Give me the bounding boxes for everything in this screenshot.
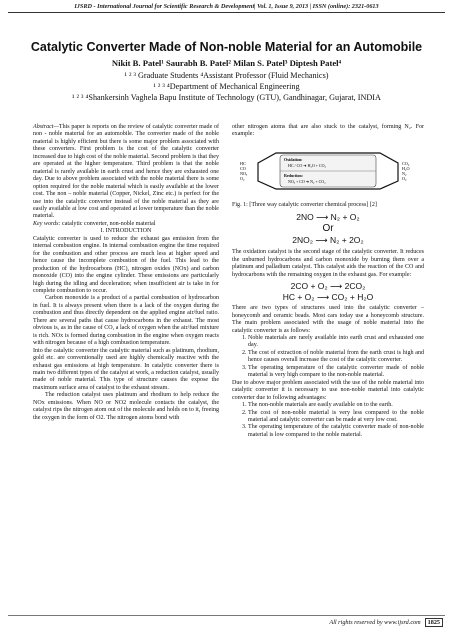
outlet-gas-1: CO₂	[402, 160, 410, 166]
abstract	[33, 124, 219, 221]
page-number: 1825	[425, 618, 443, 627]
right-paragraph-3: Due to above major problem associated with the use of the noble material into catalytic converter it is necessary to use non-noble material into catalytic converter due to following advantages:	[232, 379, 424, 401]
abstract-label: Abstract—	[33, 124, 59, 130]
equation-or: Or	[322, 223, 334, 235]
reduction-equation: NOₓ + CO ➜ N₂ + CO₂	[288, 178, 326, 184]
intro-paragraph-3: Into the catalytic converter the catalytic material such as platinum, rhodium, gold etc. are conventionally used are highly chemically reactive with the exhaust gas emissions at high temperature. In catalytic converter there is main two different types of the catalyst at work, a reduction catalyst, usually made of noble material. This type of structure causes the expose the maximum surface area of catalyst to the exhaust stream.	[33, 347, 219, 391]
problem-list	[232, 335, 424, 380]
inlet-gas-2: CO	[240, 165, 246, 171]
equation-2: 2NO₂ ⟶ N₂ + 2O₂	[292, 235, 364, 246]
authors-line: Nikit B. Patel¹ Saurabh B. Patel² Milan S. Patel³ Diptesh Patel⁴	[111, 58, 342, 68]
list-item: 2. The cost of non-noble material is very less compared to the noble material and catalytic converter can be made at very low cost.	[248, 410, 424, 425]
list-item: 2. The cost of extraction of noble material from the earth crust is high and hence causes overall increase the cost of the catalytic converter.	[248, 350, 424, 365]
intro-paragraph-1: Catalytic converter is used to reduce the exhaust gas emission from the internal combustion engine. In internal combustion engine the time required for the combustion and other process are much less at higher speed and hence cause the incomplete combustion of the fuel. This lead to the production of the hydrocarbons (HC), nitrogen oxides (NOx) and carbon monoxide (CO) into the engine cylinder. These emissions are particularly high during the idling and deceleration; when insufficient air is take in for complete combustion to occur.	[33, 235, 219, 294]
left-column	[33, 124, 219, 422]
list-item: 1. The non-noble materials are easily available on to the earth.	[248, 402, 424, 409]
outlet-gas-2: H₂O	[402, 165, 410, 171]
footer-rule	[8, 615, 445, 616]
intro-paragraph-4: The reduction catalyst uses platinum and rhodium to help reduce the NOx emissions. When NO or NO2 molecule contacts the catalyst, the catalyst rips the nitrogen atom out of the molecule and holds on to it, freeing the oxygen in the form of O2. The nitrogen atoms bond with	[33, 392, 219, 421]
equation-1: 2NO ⟶ N₂ + O₂	[296, 212, 360, 223]
right-column	[232, 124, 424, 439]
right-paragraph-2: There are two types of structures used into the catalytic converter – honeycomb and ceramic beads. Most cars today use a honeycomb structure. The main problem associated with the usage of noble material into the catalytic converter is as follows:	[232, 305, 424, 334]
reduction-title: Reduction:	[284, 172, 303, 178]
figure-caption: Fig. 1: [Three way catalytic converter chemical process] [2]	[232, 201, 377, 208]
affiliation-line-1: ¹ ² ³ Graduate Students ⁴Assistant Professor (Fluid Mechanics)	[124, 71, 329, 80]
intro-paragraph-2: Carbon monoxide is a product of a partial combustion of hydrocarbon in fuel. It is always present when there is a lack of the oxygen during the combustion and thus directly dependent on the applied engine air/fuel ratio. There are several paths that cause hydrocarbons in the exhaust. The most obvious is, as in the cause of CO, a lack of oxygen when the air/fuel mixture is rich. NOx is formed during combustion in the engine when oxygen reacts with nitrogen because of a high combustion temperature.	[33, 295, 219, 347]
journal-header: IJSRD - International Journal for Scientific Research & Development| Vol. 1, Issue 9, 2013 | ISSN (online): 2321-0613	[8, 3, 445, 13]
outlet-gas-4: O₂	[402, 175, 407, 181]
list-item: 1. Noble materials are rarely available into earth crust and exhausted one day.	[248, 335, 424, 350]
inlet-gas-3: NOₓ	[240, 170, 248, 176]
outlet-gas-3: N₂	[402, 170, 407, 176]
footer	[329, 619, 443, 626]
advantage-list	[232, 402, 424, 439]
inlet-gas-1: HC	[240, 160, 246, 166]
right-paragraph-1: The oxidation catalyst is the second stage of the catalytic converter. It reduces the unburned hydrocarbons and carbon monoxide by burning them over a platinum and palladium catalyst. This catalyst aids the reaction of the CO and hydrocarbons with the remaining oxygen in the exhaust gas. For example:	[232, 249, 424, 278]
keywords-label: Key words:	[33, 220, 61, 227]
oxidation-equation: HC / CO ➜ H₂O + CO₂	[288, 162, 326, 168]
right-paragraph-0: other nitrogen atoms that are also stuck to the catalyst, forming N₂. For example:	[232, 124, 424, 138]
catalytic-converter-figure	[238, 141, 418, 199]
oxidation-title: Oxidation:	[284, 156, 303, 162]
equation-3: 2CO + O₂ ⟶ 2CO₂	[290, 281, 366, 292]
section-heading-introduction: I. INTRODUCTION	[100, 228, 152, 235]
keywords-text: catalytic converter, non-noble material	[62, 220, 156, 227]
footer-text: All rights reserved by www.ijsrd.com	[329, 619, 421, 626]
abstract-text: This paper is reports on the review of catalytic converter made of non - noble material for an automobile. The converter made of the noble material is highly efficient but there is some major problem associated with these converters. First problem is the cost of the catalytic converter increased due to high cost of the noble material. Second problem is that they are operated at the higher temperature. Third problem is that the noble material is rarely available in earth crust and hence they are exhausted one day. Due to above problem associated with the noble material there is some option required for the noble material which is easily available at the lower cost. The non – noble material (Copper, Nickel, Zinc etc.) is perfect for the use into the catalytic converter instead of the noble material as they are easily available at low cost and operated at lower temperature than the noble material.	[33, 124, 219, 220]
paper-title: Catalytic Converter Made of Non-noble Material for an Automobile	[30, 40, 423, 54]
list-item: 3. The operating temperature of the catalytic converter made of non-noble material is low compared to the noble material.	[248, 424, 424, 439]
affiliation-line-2: ¹ ² ³ ⁴Department of Mechanical Engineering	[153, 82, 300, 91]
affiliation-line-3: ¹ ² ³ ⁴Shankersinh Vaghela Bapu Institute of Technology (GTU), Gandhinagar, Gujarat, INDIA	[72, 93, 381, 102]
list-item: 3. The operating temperature of the catalytic converter made of noble material is very high compare to the non-noble material.	[248, 365, 424, 380]
equation-4: HC + O₂ ⟶ CO₂ + H₂O	[282, 292, 374, 303]
inlet-gas-4: O₂	[240, 175, 245, 181]
keywords	[33, 221, 219, 228]
